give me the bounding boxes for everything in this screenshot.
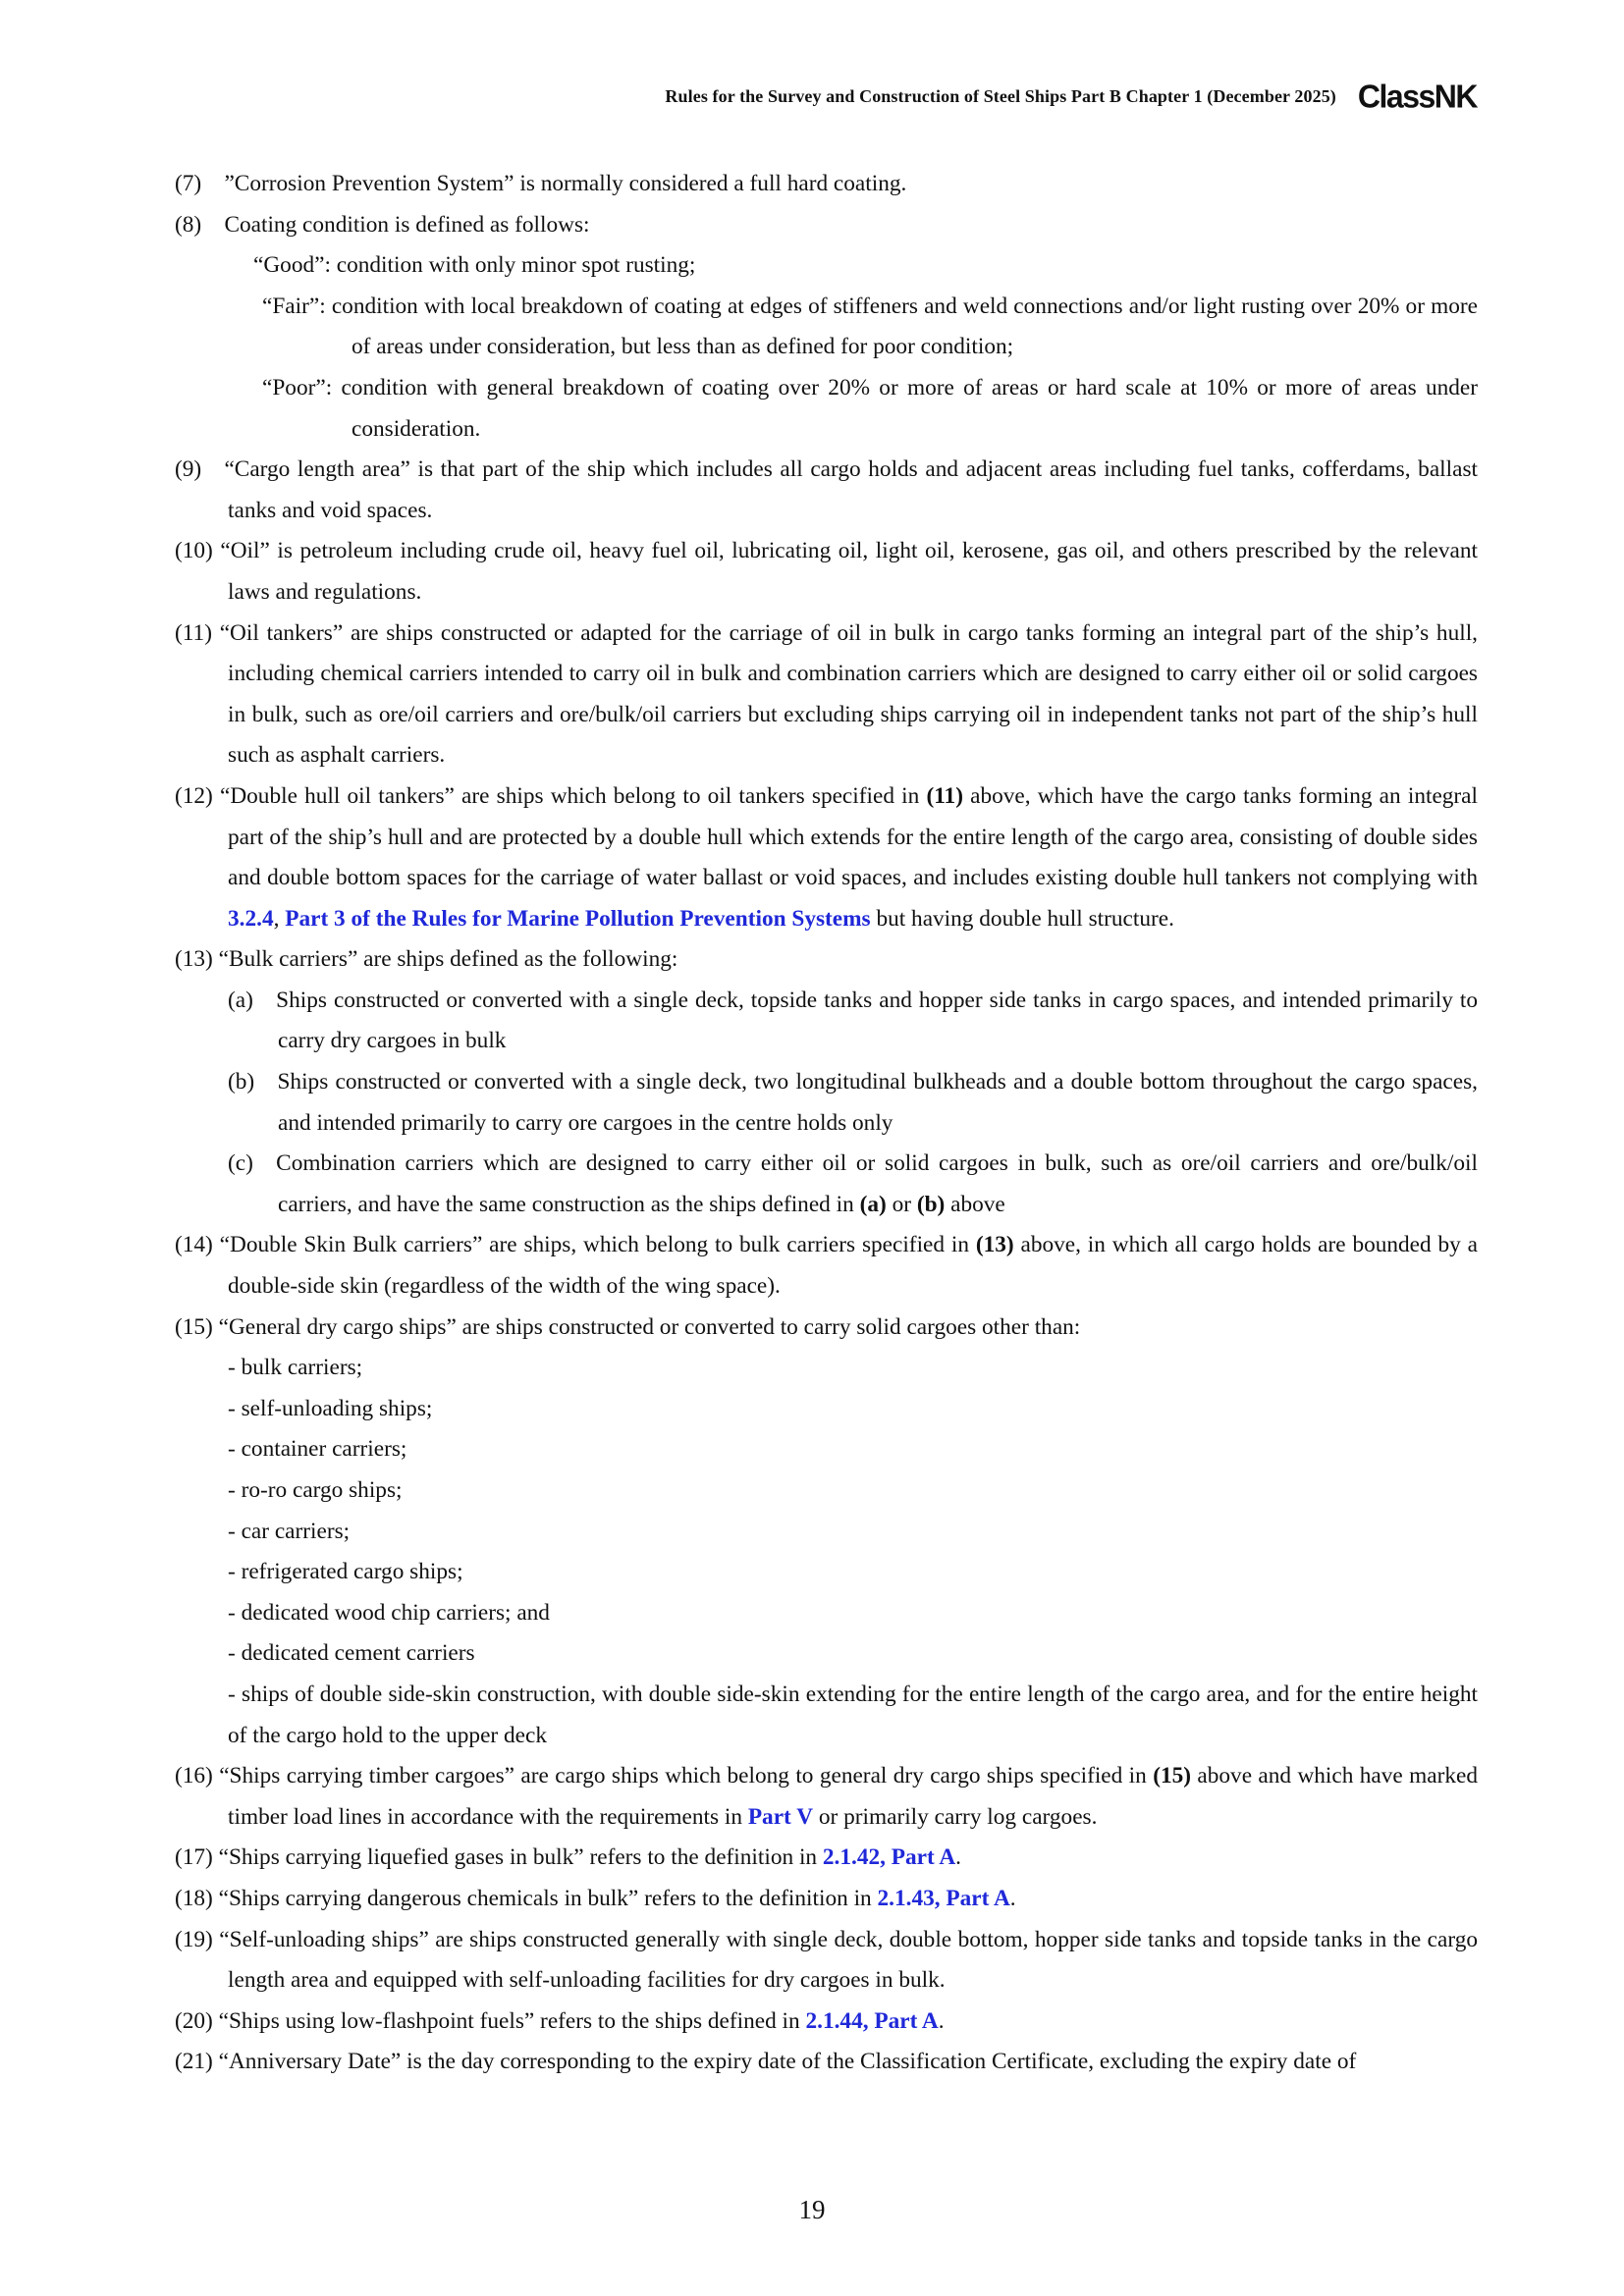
item-12-text-b: above, which have the cargo tanks forming an integral part of the ship’s hull and are protected by a double hull which extends for the entire length of the cargo area, consisting of double sides and double bottom spaces for the carriage of water ballast or void spaces, and includes existing double hull tankers not complying with	[228, 782, 1478, 891]
item-14-text-b: above, in which all cargo holds are bounded by a double-side skin (regardless of the width of the wing space).	[228, 1232, 1478, 1300]
item-16-text-b: above and which have marked timber load lines in accordance with the requirements in	[228, 1763, 1479, 1830]
item-20-text-b: .	[938, 2007, 945, 2034]
item-9: (9) “Cargo length area” is that part of the ship which includes all cargo holds and adjacent areas including fuel tanks, cofferdams, ballast tanks and void spaces.	[175, 456, 1478, 523]
item-14	[175, 1225, 1478, 1307]
item-18-text-a: (18) “Ships carrying dangerous chemicals in bulk” refers to the definition in	[175, 1885, 878, 1911]
item-14-ref: (13)	[975, 1232, 1014, 1258]
header-title: Rules for the Survey and Construction of Steel Ships Part B Chapter 1 (December 2025)	[665, 85, 1336, 106]
item-7: (7) ”Corrosion Prevention System” is normally considered a full hard coating.	[175, 171, 907, 196]
item-17	[175, 1838, 1478, 1879]
definition-fair: “Fair”: condition with local breakdown of coating at edges of stiffeners and weld connections and/or light rusting over 20% or more of areas under consideration, but less than as defined for poor condition;	[262, 293, 1478, 360]
item-12-text-a: (12) “Double hull oil tankers” are ships which belong to oil tankers specified in	[175, 782, 927, 809]
item-20	[175, 2002, 1478, 2043]
dash-item-ro-ro: - ro-ro cargo ships;	[228, 1477, 403, 1503]
item-18	[175, 1879, 1478, 1920]
item-16	[175, 1756, 1478, 1838]
page-header	[0, 77, 1477, 116]
dash-item-container: - container carriers;	[228, 1436, 407, 1463]
link-2-1-44[interactable]: 2.1.44, Part A	[805, 2007, 939, 2034]
item-11: (11) “Oil tankers” are ships constructed or adapted for the carriage of oil in bulk in cargo tanks forming an integral part of the ship’s hull, including chemical carriers intended to carry oil in bulk and combination carriers which are designed to carry either oil or solid cargoes in bulk, such as ore/oil carriers and ore/bulk/oil carriers but excluding ships carrying oil in independent tanks not part of the ship’s hull such as asphalt carriers.	[175, 619, 1478, 769]
classnk-logo: ClassNK	[1357, 77, 1477, 115]
item-12-ref: (11)	[926, 782, 963, 809]
link-2-1-42[interactable]: 2.1.42, Part A	[822, 1844, 956, 1871]
item-8: (8) Coating condition is defined as follows:	[175, 211, 590, 238]
dash-item-wood-chip: - dedicated wood chip carriers; and	[228, 1599, 550, 1626]
item-18-text-b: .	[1009, 1885, 1016, 1911]
item-13c-ref-b: (b)	[916, 1191, 946, 1217]
item-19: (19) “Self-unloading ships” are ships constructed generally with single deck, double bottom, hopper side tanks and topside tanks in the cargo length area and equipped with self-unloading facilities for dry cargoes in bulk.	[175, 1926, 1478, 1994]
item-17-text-b: .	[955, 1844, 961, 1871]
item-13: (13) “Bulk carriers” are ships defined as the following:	[175, 946, 678, 973]
item-12-text-d: but having double hull structure.	[870, 905, 1174, 932]
item-13b: (b) Ships constructed or converted with a single deck, two longitudinal bulkheads and a double bottom throughout the cargo spaces, and intended primarily to carry ore cargoes in the centre holds only	[228, 1069, 1478, 1136]
definition-good: “Good”: condition with only minor spot rusting;	[253, 252, 696, 279]
dash-item-double-side-skin: - ships of double side-skin construction, with double side-skin extending for the entire length of the cargo area, and for the entire height of the cargo hold to the upper deck	[228, 1681, 1478, 1748]
item-10: (10) “Oil” is petroleum including crude oil, heavy fuel oil, lubricating oil, light oil, kerosene, gas oil, and others prescribed by the relevant laws and regulations.	[175, 538, 1478, 605]
item-20-text-a: (20) “Ships using low-flashpoint fuels” refers to the ships defined in	[175, 2007, 806, 2034]
item-21: (21) “Anniversary Date” is the day corresponding to the expiry date of the Classification Certificate, excluding the expiry date of	[175, 2049, 1357, 2075]
item-13c-text-b: or	[886, 1191, 917, 1217]
item-12-text-c: ,	[273, 905, 286, 932]
document-body	[175, 164, 1478, 2083]
item-16-text-c: or primarily carry log cargoes.	[813, 1803, 1098, 1830]
link-part-v[interactable]: Part V	[747, 1803, 814, 1830]
item-13c-ref-a: (a)	[859, 1191, 887, 1217]
item-13c-text-c: above	[945, 1191, 1005, 1217]
item-14-text-a: (14) “Double Skin Bulk carriers” are ships, which belong to bulk carriers specified in	[175, 1232, 976, 1258]
dash-item-cement: - dedicated cement carriers	[228, 1640, 475, 1667]
link-marine-pollution-rules[interactable]: Part 3 of the Rules for Marine Pollution Prevention Systems	[285, 905, 871, 932]
item-16-ref: (15)	[1153, 1763, 1192, 1789]
link-2-1-43[interactable]: 2.1.43, Part A	[877, 1885, 1010, 1911]
link-3-2-4[interactable]: 3.2.4	[228, 905, 274, 932]
dash-item-bulk-carriers: - bulk carriers;	[228, 1355, 363, 1381]
item-15: (15) “General dry cargo ships” are ships constructed or converted to carry solid cargoes other than:	[175, 1313, 1081, 1340]
item-16-text-a: (16) “Ships carrying timber cargoes” are cargo ships which belong to general dry cargo ships specified in	[175, 1763, 1154, 1789]
item-17-text-a: (17) “Ships carrying liquefied gases in bulk” refers to the definition in	[175, 1844, 823, 1871]
item-13c-text-a: (c) Combination carriers which are designed to carry either oil or solid cargoes in bulk, such as ore/oil carriers and ore/bulk/oil carriers, and have the same construction as the ships defined in	[228, 1150, 1478, 1217]
item-13a: (a) Ships constructed or converted with a single deck, topside tanks and hopper side tanks in cargo spaces, and intended primarily to carry dry cargoes in bulk	[228, 987, 1478, 1054]
page-number: 19	[798, 2195, 826, 2224]
dash-item-car: - car carriers;	[228, 1518, 351, 1544]
dash-item-self-unloading: - self-unloading ships;	[228, 1395, 433, 1421]
dash-item-refrigerated: - refrigerated cargo ships;	[228, 1559, 463, 1585]
item-13c	[175, 1144, 1478, 1225]
item-12	[175, 776, 1478, 939]
definition-poor: “Poor”: condition with general breakdown of coating over 20% or more of areas or hard scale at 10% or more of areas under consideration.	[262, 374, 1478, 442]
